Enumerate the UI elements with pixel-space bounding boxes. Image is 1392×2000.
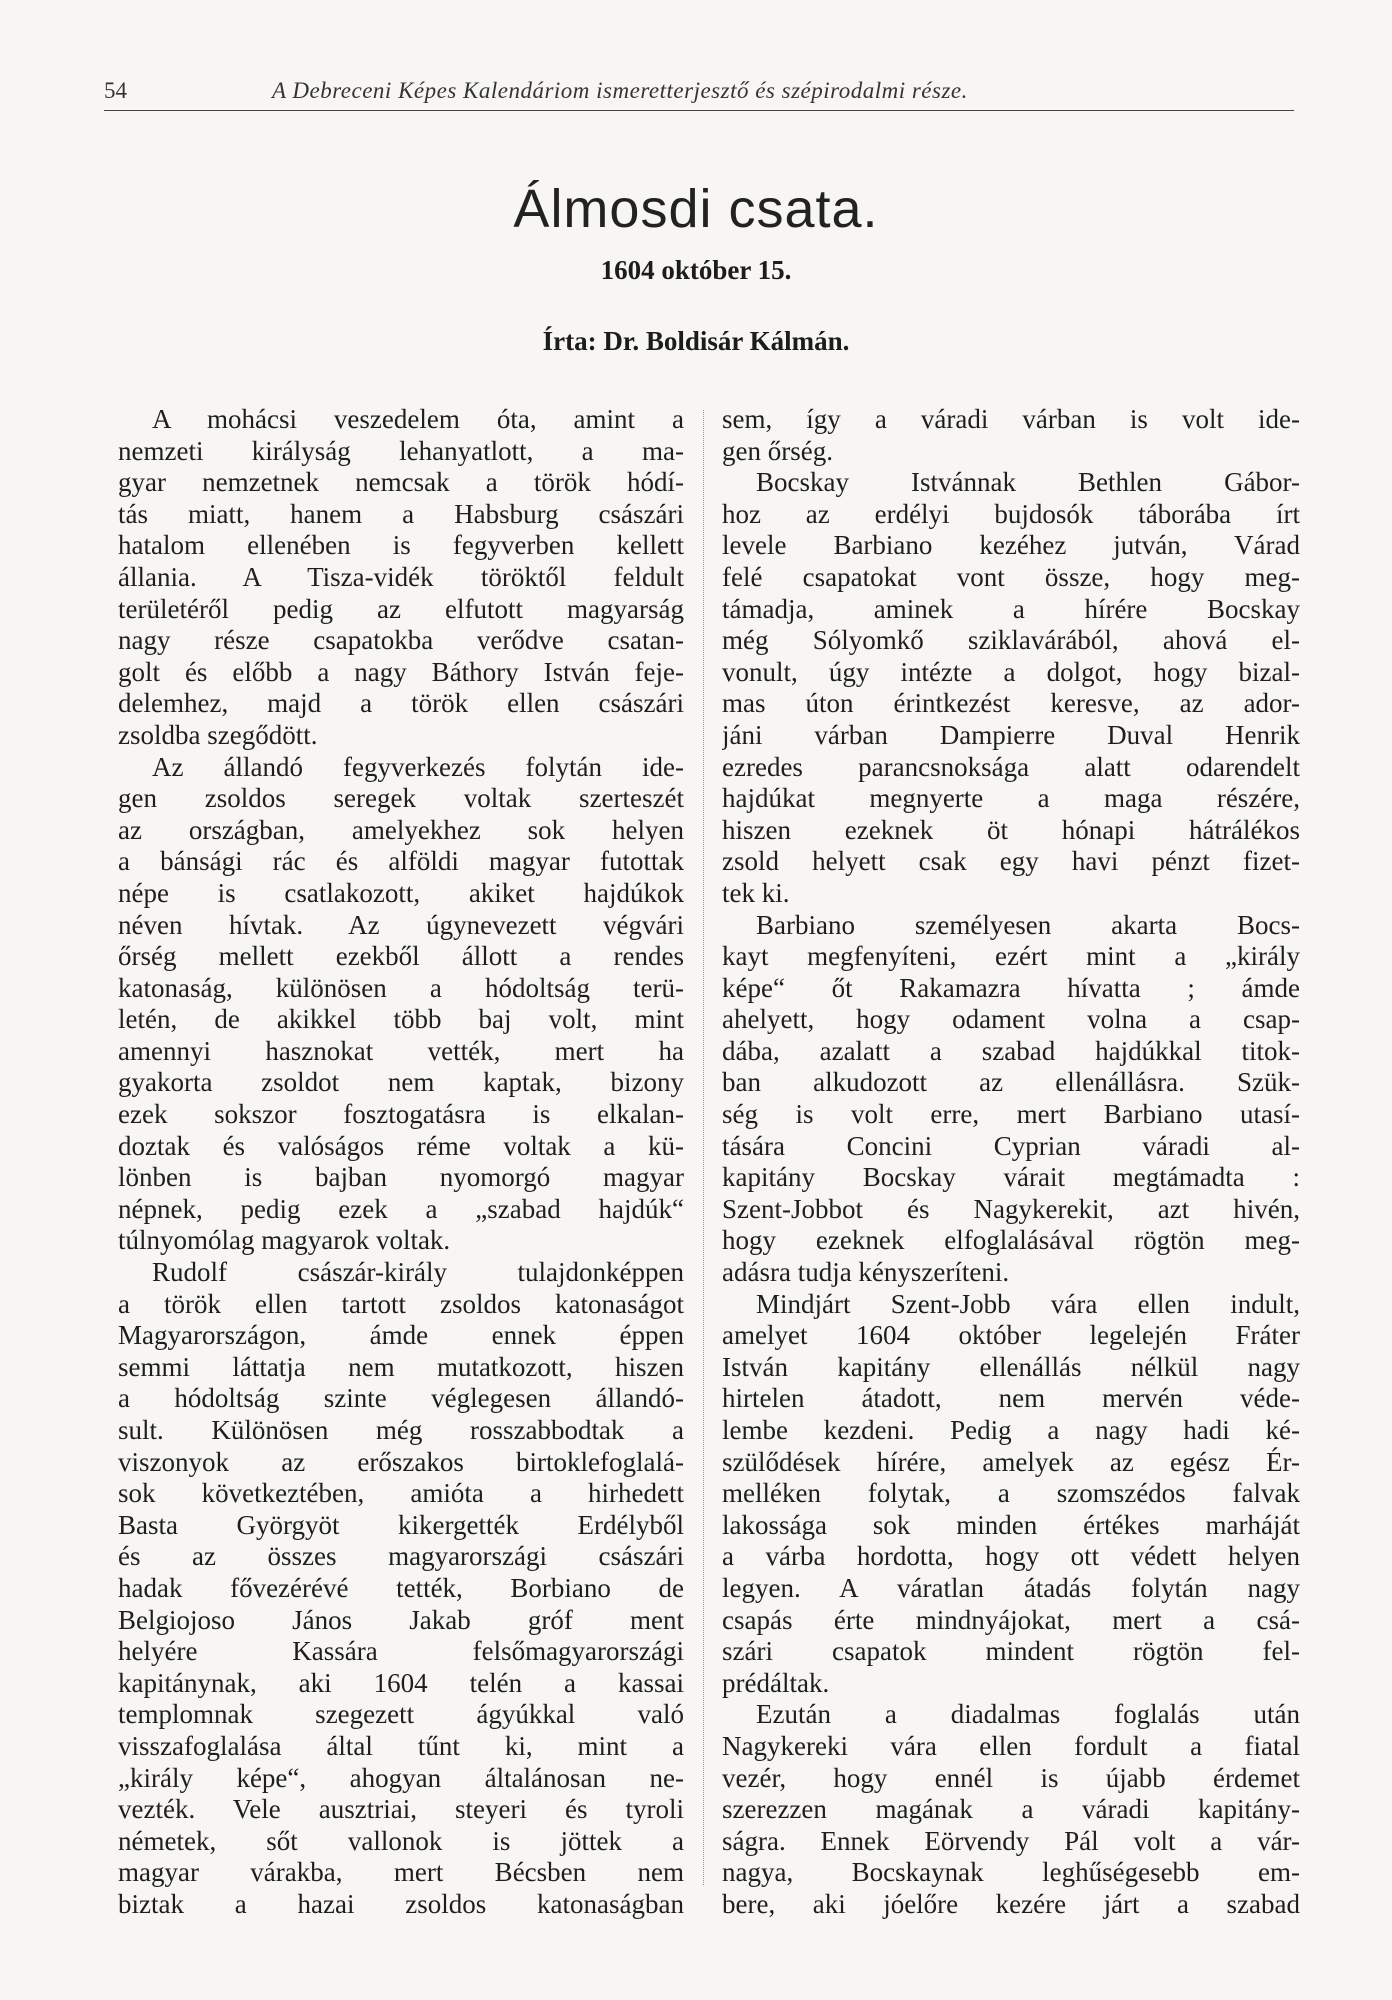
- text-line: levele Barbiano kezéhez jutván, Várad: [722, 530, 1300, 561]
- text-line: melléken folytak, a szomszédos falvak: [722, 1478, 1300, 1509]
- text-line: gyar nemzetnek nemcsak a török hódí-: [118, 467, 684, 498]
- text-line: csapás érte mindnyájokat, mert a csá-: [722, 1604, 1300, 1635]
- text-line: István kapitány ellenállás nélkül nagy: [722, 1351, 1300, 1382]
- text-line: területéről pedig az elfutott magyarság: [118, 593, 684, 624]
- text-line: zsoldba szegődött.: [118, 719, 318, 750]
- text-line: szerezzen magának a váradi kapitány-: [722, 1794, 1300, 1825]
- text-line: legyen. A váratlan átadás folytán nagy: [722, 1572, 1300, 1603]
- text-line: németek, sőt vallonok is jöttek a: [118, 1825, 684, 1856]
- text-line: hadak fővezérévé tették, Borbiano de: [118, 1572, 684, 1603]
- text-line: néven hívtak. Az úgynevezett végvári: [118, 909, 684, 940]
- text-line: Barbiano személyesen akarta Bocs-: [756, 909, 1300, 940]
- article-title: Álmosdi csata.: [513, 179, 879, 239]
- text-line: Nagykereki vára ellen fordult a fiatal: [722, 1730, 1300, 1761]
- text-line: a hódoltság szinte véglegesen állandó-: [118, 1383, 684, 1414]
- text-line: Mindjárt Szent-Jobb vára ellen indult,: [756, 1288, 1300, 1319]
- text-line: jáni várban Dampierre Duval Henrik: [722, 719, 1300, 750]
- text-line: tására Concini Cyprian váradi al-: [722, 1130, 1300, 1161]
- text-line: vonult, úgy intézte a dolgot, hogy bizal-: [722, 656, 1300, 687]
- text-line: semmi láttatja nem mutatkozott, hiszen: [118, 1351, 684, 1382]
- text-line: adásra tudja kényszeríteni.: [722, 1257, 1010, 1288]
- running-title: A Debreceni Képes Kalendáriom ismeretterjesztő és szépirodalmi része.: [272, 78, 968, 103]
- column-divider: [703, 410, 704, 1885]
- text-line: delemhez, majd a török ellen császári: [118, 688, 684, 719]
- text-line: ahelyett, hogy odament volna a csap-: [722, 1004, 1300, 1035]
- text-line: kapitánynak, aki 1604 telén a kassai: [118, 1667, 684, 1698]
- text-line: zsold helyett csak egy havi pénzt fizet-: [722, 846, 1300, 877]
- text-line: hirtelen átadott, nem mervén véde-: [722, 1383, 1300, 1414]
- text-line: kapitány Bocskay várait megtámadta :: [722, 1162, 1300, 1193]
- text-line: bere, aki jóelőre kezére járt a szabad: [722, 1888, 1300, 1919]
- text-line: ban alkudozott az ellenállásra. Szük-: [722, 1067, 1300, 1098]
- text-line: mas úton érintkezést keresve, az ador-: [722, 688, 1300, 719]
- text-line: letén, de akikkel több baj volt, mint: [118, 1004, 684, 1035]
- text-line: támadja, aminek a hírére Bocskay: [722, 593, 1300, 624]
- text-line: ságra. Ennek Eörvendy Pál volt a vár-: [722, 1825, 1300, 1856]
- text-line: tek ki.: [722, 877, 790, 908]
- text-line: gen őrség.: [722, 435, 833, 466]
- text-line: vezér, hogy ennél is újabb érdemet: [722, 1762, 1300, 1793]
- text-line: hiszen ezeknek öt hónapi hátrálékos: [722, 814, 1300, 845]
- text-line: lembe kezdeni. Pedig a nagy hadi ké-: [722, 1415, 1300, 1445]
- text-line: tás miatt, hanem a Habsburg császári: [118, 498, 684, 529]
- text-line: visszafoglalása által tűnt ki, mint a: [118, 1730, 684, 1761]
- text-line: gyakorta zsoldot nem kaptak, bizony: [118, 1067, 684, 1098]
- text-line: doztak és valóságos réme voltak a kü-: [118, 1130, 684, 1161]
- text-line: Basta Györgyöt kikergették Erdélyből: [118, 1509, 684, 1540]
- text-line: lönben is bajban nyomorgó magyar: [118, 1162, 684, 1193]
- article-date: 1604 október 15.: [600, 255, 792, 285]
- text-line: képe“ őt Rakamazra hívatta ; ámde: [722, 972, 1300, 1003]
- text-line: gen zsoldos seregek voltak szerteszét: [118, 783, 684, 814]
- text-line: ezredes parancsnoksága alatt odarendelt: [722, 751, 1300, 782]
- text-line: Magyarországon, ámde ennek éppen: [118, 1320, 684, 1351]
- text-line: ség is volt erre, mert Barbiano utasí-: [722, 1099, 1300, 1130]
- text-line: nagy része csapatokba verődve csatan-: [118, 625, 684, 656]
- text-line: kayt megfenyíteni, ezért mint a „király: [722, 941, 1300, 972]
- text-line: szülődések hírére, amelyek az egész Ér-: [722, 1446, 1300, 1477]
- text-line: sem, így a váradi várban is volt ide-: [722, 404, 1300, 434]
- text-line: nagya, Bocskaynak leghűségesebb em-: [722, 1857, 1300, 1888]
- text-line: Az állandó fegyverkezés folytán ide-: [152, 751, 684, 782]
- text-line: vezték. Vele ausztriai, steyeri és tyroli: [118, 1794, 684, 1825]
- text-line: felé csapatokat vont össze, hogy meg-: [722, 561, 1300, 592]
- text-line: szári csapatok mindent rögtön fel-: [722, 1636, 1300, 1667]
- text-line: sult. Különösen még rosszabbodtak a: [118, 1415, 684, 1445]
- text-line: amennyi hasznokat vették, mert ha: [118, 1035, 684, 1066]
- text-line: magyar várakba, mert Bécsben nem: [118, 1857, 684, 1888]
- text-line: állania. A Tisza-vidék töröktől feldult: [118, 561, 684, 592]
- page-number: 54: [104, 78, 127, 103]
- text-line: hajdúkat megnyerte a maga részére,: [722, 783, 1300, 814]
- text-line: amelyet 1604 október legelején Fráter: [722, 1320, 1300, 1351]
- text-line: katonaság, különösen a hódoltság terü-: [118, 972, 684, 1003]
- text-line: hogy ezeknek elfoglalásával rögtön meg-: [722, 1225, 1300, 1256]
- text-line: népe is csatlakozott, akiket hajdúkok: [118, 877, 684, 908]
- text-line: helyére Kassára felsőmagyarországi: [118, 1636, 684, 1667]
- text-line: nemzeti királyság lehanyatlott, a ma-: [118, 435, 684, 466]
- text-line: biztak a hazai zsoldos katonaságban: [118, 1888, 684, 1919]
- text-line: őrség mellett ezekből állott a rendes: [118, 941, 684, 972]
- text-line: az országban, amelyekhez sok helyen: [118, 814, 684, 845]
- text-line: Belgiojoso János Jakab gróf ment: [118, 1604, 684, 1635]
- text-line: hatalom ellenében is fegyverben kellett: [118, 530, 684, 561]
- text-line: lakossága sok minden értékes marháját: [722, 1509, 1300, 1540]
- text-line: Ezután a diadalmas foglalás után: [756, 1699, 1300, 1730]
- text-line: hoz az erdélyi bujdosók táborába írt: [722, 498, 1300, 529]
- text-line: viszonyok az erőszakos birtoklefoglalá-: [118, 1446, 684, 1477]
- right-column: [722, 404, 1300, 1921]
- text-line: és az összes magyarországi császári: [118, 1541, 684, 1572]
- text-line: prédáltak.: [722, 1667, 830, 1698]
- text-line: a bánsági rác és alföldi magyar futottak: [118, 846, 684, 877]
- text-line: A mohácsi veszedelem óta, amint a: [152, 404, 684, 434]
- text-line: még Sólyomkő sziklavárából, ahová el-: [722, 625, 1300, 656]
- text-line: ezek sokszor fosztogatásra is elkalan-: [118, 1099, 684, 1130]
- running-header: [104, 76, 1294, 111]
- text-line: Bocskay Istvánnak Bethlen Gábor-: [756, 467, 1300, 498]
- text-line: dába, azalatt a szabad hajdúkkal titok-: [722, 1035, 1300, 1066]
- text-line: népnek, pedig ezek a „szabad hajdúk“: [118, 1193, 684, 1224]
- text-line: a török ellen tartott zsoldos katonaságot: [118, 1288, 684, 1319]
- text-line: sok következtében, amióta a hirhedett: [118, 1478, 684, 1509]
- text-line: a várba hordotta, hogy ott védett helyen: [722, 1541, 1300, 1572]
- left-column: [118, 404, 684, 1921]
- text-line: Rudolf császár-király tulajdonképpen: [152, 1257, 684, 1288]
- text-line: Szent-Jobbot és Nagykerekit, azt hivén,: [722, 1193, 1300, 1224]
- text-line: golt és előbb a nagy Báthory István feje-: [118, 656, 684, 687]
- text-line: „király képe“, ahogyan általánosan ne-: [118, 1762, 684, 1793]
- text-line: templomnak szegezett ágyúkkal való: [118, 1699, 684, 1730]
- article-byline: Írta: Dr. Boldisár Kálmán.: [542, 326, 850, 356]
- text-line: túlnyomólag magyarok voltak.: [118, 1225, 451, 1256]
